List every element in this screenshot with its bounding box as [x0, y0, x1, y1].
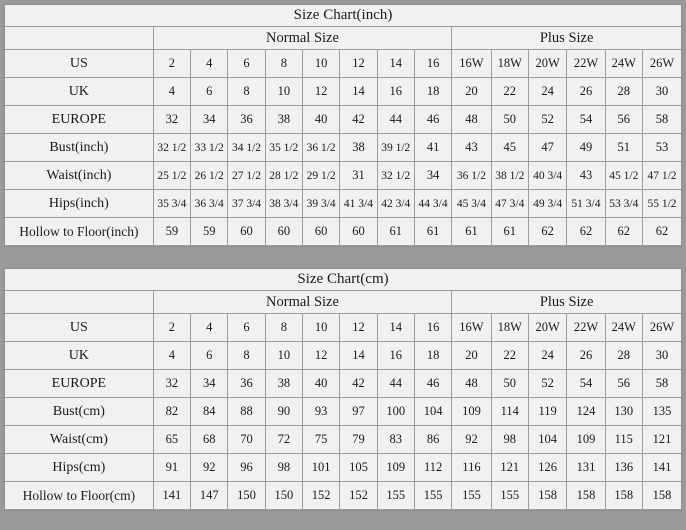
row-label-uk: UK — [5, 342, 153, 370]
chart-title: Size Chart(cm) — [5, 269, 681, 291]
row-label-waist: Waist(cm) — [5, 426, 153, 454]
corner-blank — [5, 27, 153, 50]
cell: 14 — [377, 50, 414, 78]
cell: 158 — [605, 482, 642, 510]
cell: 32 1/2 — [377, 162, 414, 190]
cell: 116 — [452, 454, 491, 482]
cell: 28 — [605, 342, 642, 370]
cell: 59 — [153, 218, 190, 246]
cell: 60 — [265, 218, 302, 246]
cell: 12 — [303, 78, 340, 106]
cell: 43 — [452, 134, 491, 162]
cell: 44 — [377, 106, 414, 134]
cell: 18W — [491, 50, 528, 78]
cell: 45 1/2 — [605, 162, 642, 190]
cell: 88 — [228, 398, 265, 426]
cell: 72 — [265, 426, 302, 454]
cell: 53 3/4 — [605, 190, 642, 218]
cell: 42 — [340, 106, 377, 134]
cell: 12 — [340, 314, 377, 342]
cell: 36 1/2 — [452, 162, 491, 190]
cell: 62 — [605, 218, 642, 246]
row-label-europe: EUROPE — [5, 370, 153, 398]
cell: 33 1/2 — [191, 134, 228, 162]
cell: 152 — [303, 482, 340, 510]
size-chart-inch — [4, 4, 682, 247]
cell: 38 — [265, 370, 302, 398]
cell: 104 — [528, 426, 566, 454]
cell: 147 — [191, 482, 228, 510]
cell: 42 — [340, 370, 377, 398]
table-row — [5, 426, 681, 454]
group-plus-size: Plus Size — [452, 27, 681, 50]
cell: 47 3/4 — [491, 190, 528, 218]
cell: 60 — [340, 218, 377, 246]
cell: 26 — [567, 78, 605, 106]
cell: 24 — [528, 342, 566, 370]
cell: 62 — [567, 218, 605, 246]
cell: 43 — [567, 162, 605, 190]
row-label-us: US — [5, 314, 153, 342]
cell: 109 — [567, 426, 605, 454]
cell: 18 — [414, 342, 451, 370]
cell: 131 — [567, 454, 605, 482]
cell: 52 — [528, 370, 566, 398]
cell: 36 1/2 — [303, 134, 340, 162]
cell: 2 — [153, 314, 190, 342]
cell: 39 1/2 — [377, 134, 414, 162]
cell: 158 — [528, 482, 566, 510]
cell: 20W — [528, 50, 566, 78]
cell: 2 — [153, 50, 190, 78]
cell: 8 — [228, 342, 265, 370]
cell: 100 — [377, 398, 414, 426]
cell: 141 — [642, 454, 681, 482]
cell: 48 — [452, 370, 491, 398]
cell: 44 — [377, 370, 414, 398]
cell: 6 — [228, 50, 265, 78]
cell: 65 — [153, 426, 190, 454]
cell: 45 3/4 — [452, 190, 491, 218]
cell: 54 — [567, 370, 605, 398]
cell: 61 — [377, 218, 414, 246]
cell: 39 3/4 — [303, 190, 340, 218]
cell: 48 — [452, 106, 491, 134]
cell: 112 — [414, 454, 451, 482]
cell: 47 1/2 — [642, 162, 681, 190]
cell: 41 — [414, 134, 451, 162]
cell: 45 — [491, 134, 528, 162]
cell: 59 — [191, 218, 228, 246]
cell: 40 — [303, 106, 340, 134]
cell: 18W — [491, 314, 528, 342]
cell: 155 — [452, 482, 491, 510]
row-label-bust: Bust(cm) — [5, 398, 153, 426]
group-normal-size: Normal Size — [153, 291, 452, 314]
row-label-hollow-to-floor: Hollow to Floor(cm) — [5, 482, 153, 510]
chart-title-row — [5, 5, 681, 27]
cell: 4 — [153, 342, 190, 370]
cell: 130 — [605, 398, 642, 426]
cell: 150 — [265, 482, 302, 510]
cell: 84 — [191, 398, 228, 426]
cell: 24W — [605, 314, 642, 342]
cell: 55 1/2 — [642, 190, 681, 218]
cell: 30 — [642, 78, 681, 106]
cell: 16 — [414, 50, 451, 78]
cell: 54 — [567, 106, 605, 134]
table-row — [5, 134, 681, 162]
cell: 26 — [567, 342, 605, 370]
table-row — [5, 314, 681, 342]
cell: 38 1/2 — [491, 162, 528, 190]
cell: 58 — [642, 106, 681, 134]
row-label-hollow-to-floor: Hollow to Floor(inch) — [5, 218, 153, 246]
row-label-europe: EUROPE — [5, 106, 153, 134]
cell: 50 — [491, 106, 528, 134]
cell: 22 — [491, 78, 528, 106]
cell: 8 — [265, 314, 302, 342]
cell: 16W — [452, 314, 491, 342]
group-normal-size: Normal Size — [153, 27, 452, 50]
cell: 109 — [452, 398, 491, 426]
table-row — [5, 190, 681, 218]
cell: 31 — [340, 162, 377, 190]
cell: 82 — [153, 398, 190, 426]
cell: 62 — [528, 218, 566, 246]
cell: 61 — [452, 218, 491, 246]
cell: 97 — [340, 398, 377, 426]
cell: 91 — [153, 454, 190, 482]
cell: 16 — [377, 342, 414, 370]
cell: 36 3/4 — [191, 190, 228, 218]
cell: 105 — [340, 454, 377, 482]
cell: 61 — [414, 218, 451, 246]
cell: 37 3/4 — [228, 190, 265, 218]
row-label-hips: Hips(inch) — [5, 190, 153, 218]
cell: 12 — [340, 50, 377, 78]
cell: 26W — [642, 50, 681, 78]
cell: 124 — [567, 398, 605, 426]
cell: 20 — [452, 78, 491, 106]
cell: 4 — [191, 50, 228, 78]
cell: 62 — [642, 218, 681, 246]
cell: 58 — [642, 370, 681, 398]
cell: 60 — [303, 218, 340, 246]
row-label-waist: Waist(inch) — [5, 162, 153, 190]
table-row — [5, 370, 681, 398]
cell: 158 — [567, 482, 605, 510]
cell: 34 1/2 — [228, 134, 265, 162]
cell: 141 — [153, 482, 190, 510]
cell: 56 — [605, 106, 642, 134]
cell: 44 3/4 — [414, 190, 451, 218]
table-row — [5, 106, 681, 134]
cell: 92 — [452, 426, 491, 454]
cell: 83 — [377, 426, 414, 454]
cell: 75 — [303, 426, 340, 454]
cell: 158 — [642, 482, 681, 510]
cell: 68 — [191, 426, 228, 454]
cell: 12 — [303, 342, 340, 370]
table-row — [5, 162, 681, 190]
cell: 4 — [191, 314, 228, 342]
cell: 26 1/2 — [191, 162, 228, 190]
table-row — [5, 342, 681, 370]
cell: 60 — [228, 218, 265, 246]
cell: 32 — [153, 106, 190, 134]
cell: 6 — [191, 78, 228, 106]
cell: 150 — [228, 482, 265, 510]
cell: 40 — [303, 370, 340, 398]
cell: 90 — [265, 398, 302, 426]
cell: 16 — [377, 78, 414, 106]
cell: 46 — [414, 370, 451, 398]
row-label-hips: Hips(cm) — [5, 454, 153, 482]
group-plus-size: Plus Size — [452, 291, 681, 314]
table-row — [5, 50, 681, 78]
table-row — [5, 398, 681, 426]
cell: 38 — [340, 134, 377, 162]
cell: 96 — [228, 454, 265, 482]
cell: 49 — [567, 134, 605, 162]
cell: 50 — [491, 370, 528, 398]
cell: 24 — [528, 78, 566, 106]
cell: 135 — [642, 398, 681, 426]
cell: 79 — [340, 426, 377, 454]
cell: 22 — [491, 342, 528, 370]
cell: 10 — [265, 78, 302, 106]
size-chart-cm-table — [5, 269, 681, 510]
cell: 109 — [377, 454, 414, 482]
cell: 26W — [642, 314, 681, 342]
cell: 40 3/4 — [528, 162, 566, 190]
cell: 32 — [153, 370, 190, 398]
cell: 121 — [491, 454, 528, 482]
cell: 28 1/2 — [265, 162, 302, 190]
cell: 14 — [340, 342, 377, 370]
cell: 52 — [528, 106, 566, 134]
chart-title: Size Chart(inch) — [5, 5, 681, 27]
cell: 4 — [153, 78, 190, 106]
cell: 20 — [452, 342, 491, 370]
cell: 152 — [340, 482, 377, 510]
cell: 36 — [228, 106, 265, 134]
group-header-row — [5, 27, 681, 50]
size-chart-inch-table — [5, 5, 681, 246]
cell: 34 — [414, 162, 451, 190]
cell: 8 — [265, 50, 302, 78]
cell: 16W — [452, 50, 491, 78]
cell: 35 1/2 — [265, 134, 302, 162]
cell: 20W — [528, 314, 566, 342]
cell: 119 — [528, 398, 566, 426]
cell: 92 — [191, 454, 228, 482]
cell: 47 — [528, 134, 566, 162]
cell: 14 — [340, 78, 377, 106]
group-header-row — [5, 291, 681, 314]
cell: 61 — [491, 218, 528, 246]
cell: 93 — [303, 398, 340, 426]
row-label-uk: UK — [5, 78, 153, 106]
cell: 22W — [567, 314, 605, 342]
cell: 56 — [605, 370, 642, 398]
cell: 27 1/2 — [228, 162, 265, 190]
cell: 51 3/4 — [567, 190, 605, 218]
cell: 114 — [491, 398, 528, 426]
row-label-us: US — [5, 50, 153, 78]
cell: 98 — [491, 426, 528, 454]
cell: 34 — [191, 106, 228, 134]
cell: 155 — [491, 482, 528, 510]
cell: 38 — [265, 106, 302, 134]
cell: 10 — [303, 50, 340, 78]
cell: 86 — [414, 426, 451, 454]
table-row — [5, 218, 681, 246]
cell: 41 3/4 — [340, 190, 377, 218]
cell: 8 — [228, 78, 265, 106]
cell: 38 3/4 — [265, 190, 302, 218]
cell: 49 3/4 — [528, 190, 566, 218]
cell: 24W — [605, 50, 642, 78]
cell: 136 — [605, 454, 642, 482]
cell: 28 — [605, 78, 642, 106]
cell: 18 — [414, 78, 451, 106]
cell: 126 — [528, 454, 566, 482]
cell: 115 — [605, 426, 642, 454]
cell: 14 — [377, 314, 414, 342]
size-chart-cm — [4, 268, 682, 511]
cell: 30 — [642, 342, 681, 370]
cell: 6 — [191, 342, 228, 370]
cell: 42 3/4 — [377, 190, 414, 218]
table-row — [5, 454, 681, 482]
cell: 53 — [642, 134, 681, 162]
cell: 6 — [228, 314, 265, 342]
cell: 25 1/2 — [153, 162, 190, 190]
cell: 155 — [377, 482, 414, 510]
cell: 98 — [265, 454, 302, 482]
cell: 155 — [414, 482, 451, 510]
cell: 36 — [228, 370, 265, 398]
cell: 121 — [642, 426, 681, 454]
cell: 22W — [567, 50, 605, 78]
cell: 35 3/4 — [153, 190, 190, 218]
cell: 10 — [265, 342, 302, 370]
row-label-bust: Bust(inch) — [5, 134, 153, 162]
cell: 34 — [191, 370, 228, 398]
cell: 104 — [414, 398, 451, 426]
cell: 16 — [414, 314, 451, 342]
cell: 32 1/2 — [153, 134, 190, 162]
cell: 51 — [605, 134, 642, 162]
table-row — [5, 78, 681, 106]
table-row — [5, 482, 681, 510]
cell: 101 — [303, 454, 340, 482]
cell: 10 — [303, 314, 340, 342]
cell: 29 1/2 — [303, 162, 340, 190]
corner-blank — [5, 291, 153, 314]
chart-title-row — [5, 269, 681, 291]
cell: 46 — [414, 106, 451, 134]
cell: 70 — [228, 426, 265, 454]
